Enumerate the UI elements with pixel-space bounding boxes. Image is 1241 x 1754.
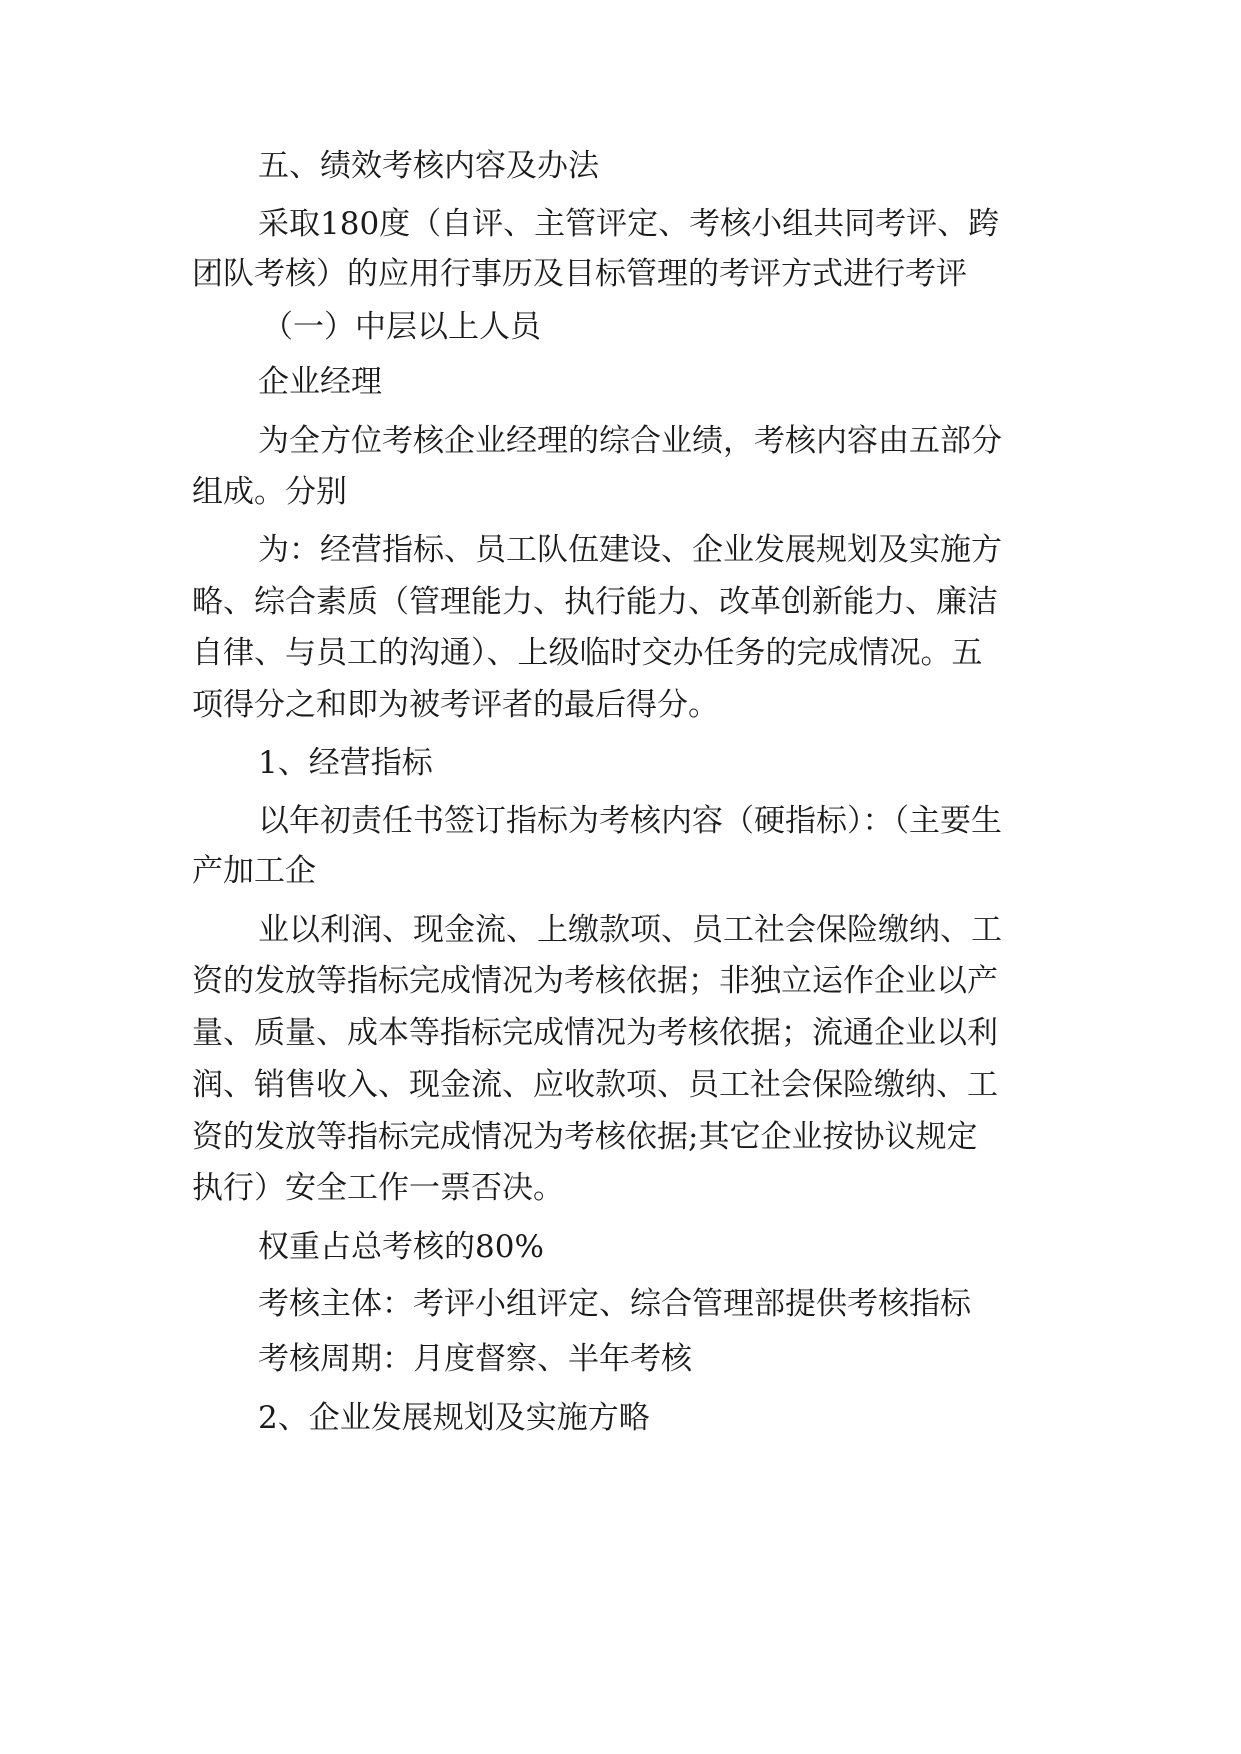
paragraph-line: 润、销售收入、现金流、应收款项、员工社会保险缴纳、工 <box>192 1067 998 1103</box>
paragraph-line: 考核周期：月度督察、半年考核 <box>258 1341 692 1377</box>
paragraph-line: 业以利润、现金流、上缴款项、员工社会保险缴纳、工 <box>258 912 1002 948</box>
paragraph-line: 资的发放等指标完成情况为考核依据；非独立运作企业以产 <box>192 963 998 999</box>
paragraph-line: 采取180度（自评、主管评定、考核小组共同考评、跨 <box>258 206 1000 242</box>
paragraph-line: 为：经营指标、员工队伍建设、企业发展规划及实施方 <box>258 532 1002 568</box>
paragraph-line: 项得分之和即为被考评者的最后得分。 <box>192 687 719 723</box>
paragraph-line: 以年初责任书签订指标为考核内容（硬指标）：（主要生 <box>258 803 1002 839</box>
paragraph-line: 资的发放等指标完成情况为考核依据;其它企业按协议规定 <box>192 1119 978 1155</box>
paragraph-line: 考核主体：考评小组评定、综合管理部提供考核指标 <box>258 1286 971 1322</box>
paragraph-line: 略、综合素质（管理能力、执行能力、改革创新能力、廉洁 <box>192 584 998 620</box>
subsection-heading: （一）中层以上人员 <box>262 309 541 345</box>
section-heading: 五、绩效考核内容及办法 <box>258 148 599 184</box>
subheading: 企业经理 <box>258 364 382 400</box>
subheading: 1、经营指标 <box>258 745 433 781</box>
paragraph-line: 自律、与员工的沟通）、上级临时交办任务的完成情况。五 <box>192 635 983 671</box>
paragraph-line: 为全方位考核企业经理的综合业绩，考核内容由五部分 <box>258 423 1002 459</box>
paragraph-line: 权重占总考核的80% <box>258 1229 544 1265</box>
paragraph-line: 执行）安全工作一票否决。 <box>192 1170 564 1206</box>
paragraph-line: 团队考核）的应用行事历及目标管理的考评方式进行考评 <box>192 256 967 292</box>
paragraph-line: 组成。分别 <box>192 474 347 510</box>
paragraph-line: 量、质量、成本等指标完成情况为考核依据；流通企业以利 <box>192 1015 998 1051</box>
paragraph-line: 产加工企 <box>192 853 316 889</box>
subheading: 2、企业发展规划及实施方略 <box>258 1400 650 1436</box>
